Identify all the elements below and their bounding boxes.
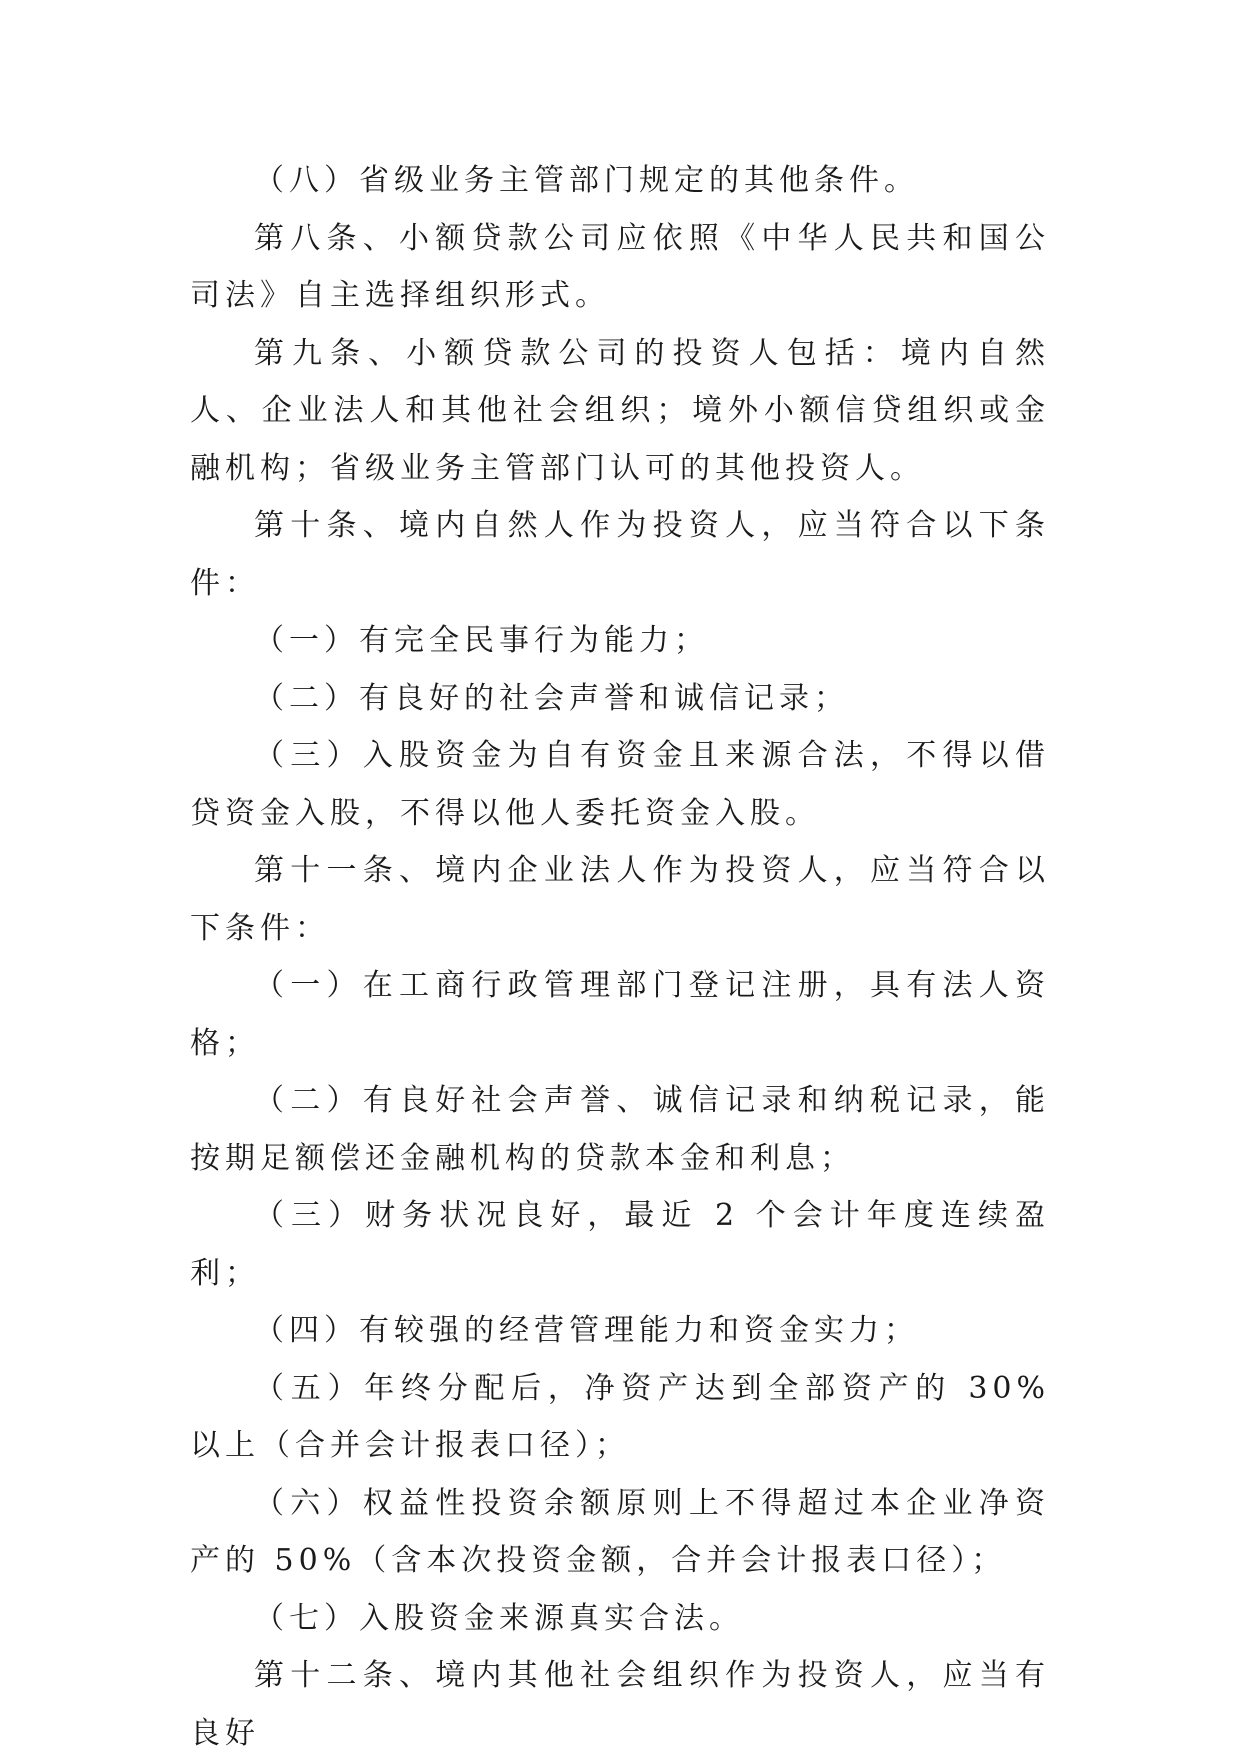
paragraph-item-8-other-conditions: （八）省级业务主管部门规定的其他条件。	[254, 163, 919, 198]
paragraph-article-11-item-6: （六）权益性投资余额原则上不得超过本企业净资产的 50%（含本次投资金额，合并会计报表口径）；	[190, 1485, 1050, 1578]
paragraph-article-11-item-4: （四）有较强的经营管理能力和资金实力；	[254, 1313, 919, 1348]
paragraph-article-9: 第九条、小额贷款公司的投资人包括：境内自然人、企业法人和其他社会组织；境外小额信贷组织或金融机构；省级业务主管部门认可的其他投资人。	[190, 335, 1050, 486]
paragraph-article-10-item-2: （二）有良好的社会声誉和诚信记录；	[254, 680, 849, 716]
paragraph-article-11-item-3: （三）财务状况良好，最近 2 个会计年度连续盈利；	[190, 1198, 1050, 1291]
paragraph-article-10: 第十条、境内自然人作为投资人，应当符合以下条件：	[190, 508, 1050, 601]
paragraph-article-11-item-2: （二）有良好社会声誉、诚信记录和纳税记录，能按期足额偿还金融机构的贷款本金和利息；	[190, 1083, 1050, 1176]
paragraph-article-11-item-1: （一）在工商行政管理部门登记注册，具有法人资格；	[190, 968, 1050, 1061]
paragraph-article-11-item-7: （七）入股资金来源真实合法。	[254, 1600, 744, 1636]
paragraph-article-8: 第八条、小额贷款公司应依照《中华人民共和国公司法》自主选择组织形式。	[190, 220, 1050, 313]
document-body	[190, 152, 1050, 1762]
paragraph-article-11-item-5: （五）年终分配后，净资产达到全部资产的 30%以上（合并会计报表口径）；	[190, 1370, 1050, 1463]
paragraph-article-10-item-1: （一）有完全民事行为能力；	[254, 623, 709, 658]
paragraph-article-11: 第十一条、境内企业法人作为投资人，应当符合以下条件：	[190, 853, 1050, 946]
paragraph-article-10-item-3: （三）入股资金为自有资金且来源合法，不得以借贷资金入股，不得以他人委托资金入股。	[190, 738, 1050, 831]
paragraph-article-12: 第十二条、境内其他社会组织作为投资人，应当有良好	[190, 1658, 1050, 1751]
